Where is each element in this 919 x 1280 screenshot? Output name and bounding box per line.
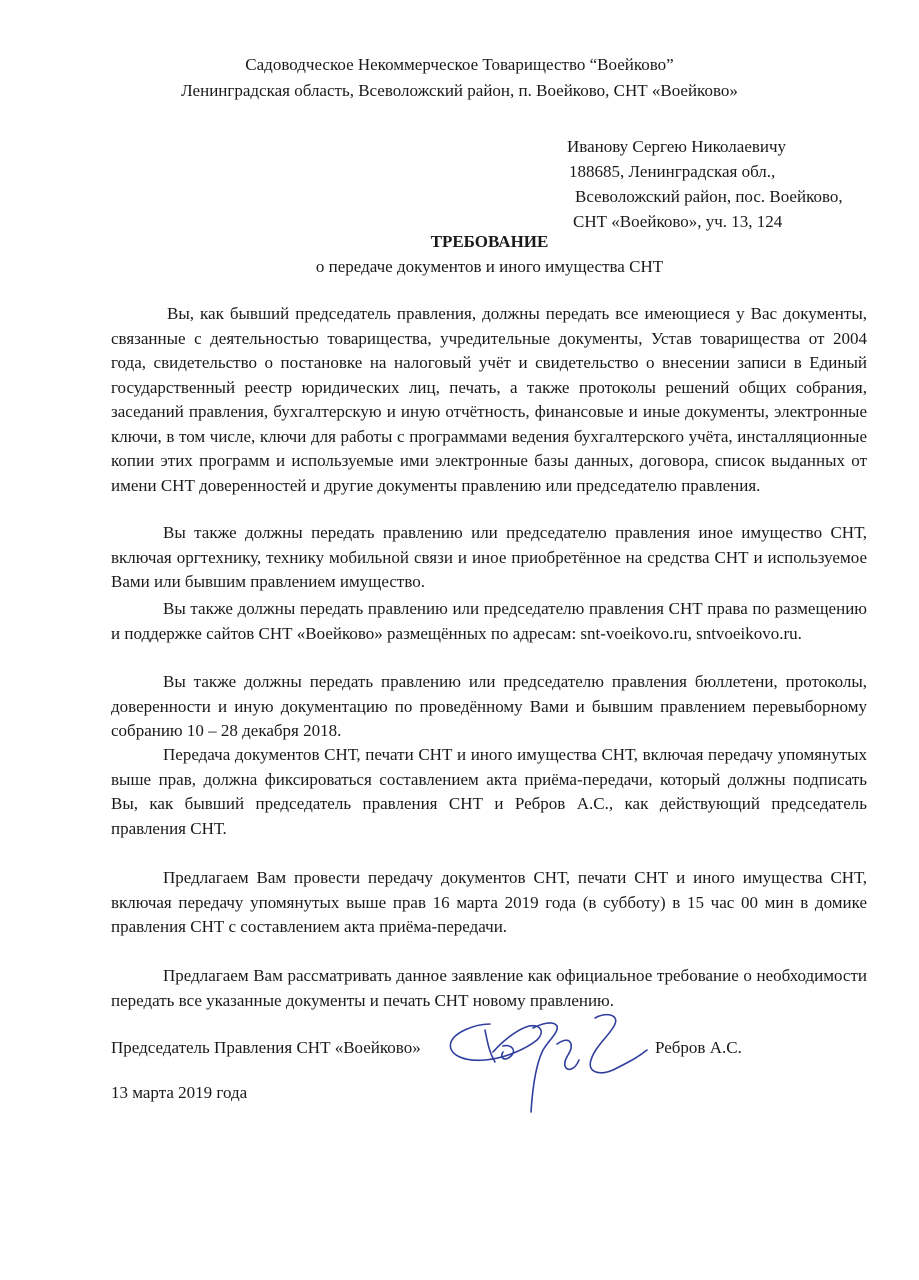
signature-strokes: [450, 1015, 647, 1112]
paragraph-text: Вы также должны передать правлению или председателю правления СНТ права по размещению и поддержке сайтов СНТ «Воейково» размещённых по адресам: snt-voeikovo.ru, sntvoeikovo.ru.: [111, 599, 867, 643]
org-address: Ленинградская область, Всеволожский район, п. Воейково, СНТ «Воейково»: [181, 81, 738, 100]
recipient-block: [567, 134, 843, 234]
paragraph: [111, 302, 867, 498]
document-date: 13 марта 2019 года: [111, 1083, 248, 1102]
recipient-name: Иванову Сергею Николаевичу: [567, 137, 787, 156]
paragraph-text: Вы также должны передать правлению или председателю правления бюллетени, протоколы, доверенности и иную документацию по проведённому Вами и бывшим правлением перевыборному собранию 10 – 28 декабря 2018.: [111, 672, 867, 740]
paragraph-text: Вы, как бывший председатель правления, должны передать все имеющиеся у Вас документы, связанные с деятельностью товарищества, учредительные документы, Устав товарищества от 2004 года, свидетельство о постановке на налоговый учёт и свидетельство о внесении записи в Единый государственный реестр юридических лиц, печать, а также протоколы решений общих собрания, заседаний правления, бухгалтерскую и иную отчётность, финансовые и иные документы, электронные ключи, в том числе, ключи для работы с программами ведения бухгалтерского учёта, инсталляционные копии этих программ и используемые ими электронные базы данных, договора, список выданных от имени СНТ доверенностей и другие документы правлению или председателю правления.: [111, 304, 867, 495]
paragraph: [111, 964, 867, 1013]
document-title: ТРЕБОВАНИЕ: [430, 232, 549, 251]
handwritten-signature: [445, 1010, 660, 1120]
paragraph: [111, 521, 867, 595]
recipient-address-line: 188685, Ленинградская обл.,: [569, 162, 776, 181]
paragraph-text: Передача документов СНТ, печати СНТ и иного имущества СНТ, включая передачу упомянутых выше прав, должна фиксироваться составлением акта приёма-передачи, который должны подписать Вы, как бывший председатель правления СНТ и Ребров А.С., как действующий председатель правления СНТ.: [111, 745, 867, 838]
document-subtitle: о передаче документов и иного имущества СНТ: [315, 257, 664, 276]
recipient-address-line: Всеволожский район, пос. Воейково,: [575, 187, 843, 206]
paragraph: [111, 597, 867, 646]
recipient-address-line: СНТ «Воейково», уч. 13, 124: [573, 212, 783, 231]
signer-position: Председатель Правления СНТ «Воейково»: [111, 1038, 421, 1057]
paragraph-text: Вы также должны передать правлению или председателю правления иное имущество СНТ, включая оргтехнику, технику мобильной связи и иное приобретённое на средства СНТ и используемое Вами или бывшим правлением имущество.: [111, 523, 867, 591]
org-name: Садоводческое Некоммерческое Товарищество “Воейково”: [245, 55, 674, 74]
paragraph-text: Предлагаем Вам провести передачу документов СНТ, печати СНТ и иного имущества СНТ, включая передачу упомянутых выше прав 16 марта 2019 года (в субботу) в 15 час 00 мин в домике правления СНТ с составлением акта приёма-передачи.: [111, 868, 867, 936]
letterhead: [0, 52, 919, 104]
paragraph: [111, 670, 867, 744]
paragraph: [111, 866, 867, 940]
paragraph-text: Предлагаем Вам рассматривать данное заявление как официальное требование о необходимости передать все указанные документы и печать СНТ новому правлению.: [111, 966, 867, 1010]
signer-name: Ребров А.С.: [655, 1038, 742, 1057]
paragraph: [111, 743, 867, 841]
